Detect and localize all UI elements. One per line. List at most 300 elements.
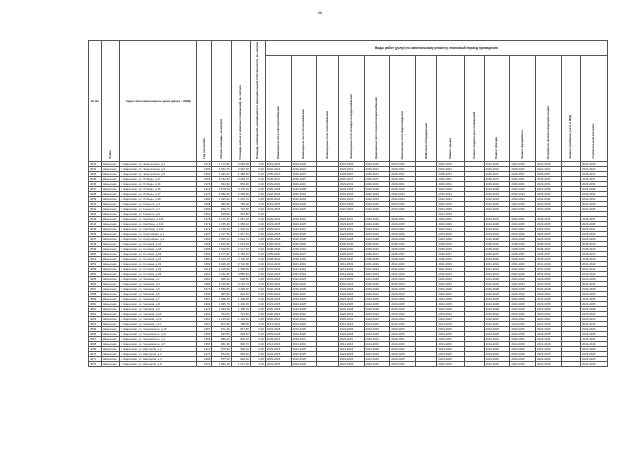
table-cell: 2026-2028 [338, 187, 364, 192]
table-cell: Шарыпово [101, 282, 119, 287]
table-cell: 2023-2025 [484, 347, 510, 352]
table-cell: 2032-2034 [536, 197, 562, 202]
table-cell: 2032-2034 [364, 192, 390, 197]
table-cell: 2023-2025 [437, 202, 465, 207]
table-cell: 2029-2031 [364, 337, 390, 342]
table-cell: 886,20 [212, 337, 231, 342]
table-cell: 507,80 [231, 212, 250, 217]
table-cell: 4635 [89, 177, 102, 182]
table-cell: Шарыпово [101, 362, 119, 367]
table-cell: 2 216,80 [212, 267, 231, 272]
table-cell: 2020-2022 [437, 312, 465, 317]
table-cell: г. Шарыпово, ул. Горького, д.7 [120, 207, 197, 212]
table-cell: 2035-2037 [536, 177, 562, 182]
table-cell: 4645 [89, 227, 102, 232]
table-cell: 1967 [197, 232, 212, 237]
table-cell: 2038-2040 [364, 247, 390, 252]
table-cell: 2041-2043 [338, 267, 364, 272]
table-cell: Шарыпово [101, 317, 119, 322]
table-cell: 0,00 [250, 202, 265, 207]
table-cell: 2023-2025 [364, 207, 390, 212]
table-cell: 4665 [89, 327, 102, 332]
table-cell: 2041-2043 [437, 267, 465, 272]
table-cell: 2038-2040 [338, 242, 364, 247]
table-cell: 2023-2025 [536, 302, 562, 307]
table-cell: 2023-2025 [536, 202, 562, 207]
table-cell: 2023-2025 [510, 222, 536, 227]
table-cell: 2026-2028 [364, 287, 390, 292]
table-cell: Шарыпово [101, 297, 119, 302]
table-cell: Шарыпово [101, 257, 119, 262]
table-cell: 4 311,80 [212, 272, 231, 277]
table-cell: 2041-2043 [364, 267, 390, 272]
table-cell: 3 665,60 [231, 162, 250, 167]
table-cell: 2029-2031 [437, 182, 465, 187]
table-cell: 2023-2025 [581, 222, 608, 227]
table-cell: 0,00 [250, 302, 265, 307]
table-cell: 946,40 [231, 352, 250, 357]
table-cell: 2035-2037 [364, 177, 390, 182]
table-cell: 1992 [197, 172, 212, 177]
table-cell: 2038-2040 [338, 257, 364, 262]
table-cell: 2032-2034 [291, 192, 317, 197]
table-cell: 2032-2034 [364, 282, 390, 287]
table-cell: 2023-2025 [484, 202, 510, 207]
table-cell: 2026-2028 [581, 307, 608, 312]
table-cell: 2038-2040 [265, 247, 291, 252]
table-cell: г. Шарыпово, ул. Черновского, д.3 [120, 337, 197, 342]
table-cell: 2023-2025 [291, 327, 317, 332]
table-cell: 2035-2037 [510, 252, 536, 257]
table-cell: 1 883,10 [212, 362, 231, 367]
table-cell: 2014-2016 [265, 342, 291, 347]
table-cell: 831,40 [231, 292, 250, 297]
table-cell: 2 217,40 [231, 247, 250, 252]
table-cell: г. Шарыпово, ул. Степная, д.22 [120, 262, 197, 267]
table-cell: 2023-2025 [364, 327, 390, 332]
table-cell: 1 185,30 [231, 307, 250, 312]
table-cell: 1972 [197, 347, 212, 352]
table-cell: 2035-2037 [265, 172, 291, 177]
table-cell: 2023-2025 [510, 202, 536, 207]
table-cell: 2023-2025 [338, 357, 364, 362]
table-cell: 2023-2025 [265, 222, 291, 227]
table-cell: 877,50 [212, 357, 231, 362]
table-cell: Шарыпово [101, 262, 119, 267]
table-cell: 2020-2022 [484, 292, 510, 297]
table-cell: 4633 [89, 167, 102, 172]
table-cell: 2038-2040 [581, 257, 608, 262]
table-cell: 4658 [89, 292, 102, 297]
table-cell: 1957 [197, 327, 212, 332]
table-cell: 1966 [197, 242, 212, 247]
table-cell: 2041-2043 [510, 262, 536, 267]
table-cell: г. Шарыпово, пр. Энергетиков, д.3 [120, 167, 197, 172]
table-cell: Шарыпово [101, 267, 119, 272]
table-cell: 4670 [89, 352, 102, 357]
table-cell: 4669 [89, 347, 102, 352]
table-cell: 2023-2025 [510, 297, 536, 302]
table-cell: 4666 [89, 332, 102, 337]
table-cell: 871,80 [212, 322, 231, 327]
table-cell: 2 948,90 [231, 192, 250, 197]
table-cell: 4637 [89, 187, 102, 192]
table-cell: 2023-2025 [265, 332, 291, 337]
table-cell: 2029-2031 [510, 217, 536, 222]
table-cell: 2023-2025 [581, 332, 608, 337]
table-cell: 2023-2025 [265, 202, 291, 207]
table-cell: 2029-2031 [484, 182, 510, 187]
table-cell: 2023-2025 [484, 222, 510, 227]
table-cell: 2014-2016 [536, 322, 562, 327]
table-cell: 788,90 [231, 322, 250, 327]
table-cell: 0,00 [250, 207, 265, 212]
table-cell: 2041-2043 [437, 272, 465, 277]
table-cell: 2038-2040 [536, 242, 562, 247]
table-cell: 2026-2028 [484, 187, 510, 192]
table-cell: 0,00 [250, 267, 265, 272]
table-cell: 2029-2031 [390, 227, 416, 232]
table-cell: 830,10 [231, 337, 250, 342]
table-cell: 2002 [197, 177, 212, 182]
table-cell: 2029-2031 [291, 337, 317, 342]
table-cell: 0,00 [250, 167, 265, 172]
table-cell: 4653 [89, 267, 102, 272]
table-cell: 4632 [89, 162, 102, 167]
table-cell: 1969 [197, 252, 212, 257]
table-cell: 2020-2022 [484, 167, 510, 172]
table-cell: 852,40 [231, 182, 250, 187]
table-cell: 2017-2019 [437, 212, 465, 217]
table-cell: 2023-2025 [536, 297, 562, 302]
table-cell: 2035-2037 [390, 177, 416, 182]
table-cell: 2026-2028 [510, 287, 536, 292]
table-cell: Шарыпово [101, 172, 119, 177]
table-cell: 602,70 [231, 342, 250, 347]
table-cell: 2023-2025 [437, 357, 465, 362]
table-cell: 2014-2016 [291, 342, 317, 347]
table-cell: 2029-2031 [364, 217, 390, 222]
table-cell: 2026-2028 [536, 307, 562, 312]
table-cell: 2023-2025 [510, 277, 536, 282]
header-heat: Инженерные сети теплоснабжения [291, 55, 317, 161]
table-cell: 2020-2022 [265, 167, 291, 172]
table-cell: 2029-2031 [581, 182, 608, 187]
table-cell: 1980 [197, 257, 212, 262]
table-cell: 0,00 [250, 327, 265, 332]
table-cell: Шарыпово [101, 337, 119, 342]
table-cell: 2014-2016 [265, 322, 291, 327]
table-cell: 0,00 [250, 362, 265, 367]
table-cell: Шарыпово [101, 302, 119, 307]
table-cell: г. Шарыпово, пр. Победы, д.49 [120, 197, 197, 202]
table-cell: 2035-2037 [510, 172, 536, 177]
table-cell: 2023-2025 [265, 357, 291, 362]
table-cell: 2032-2034 [484, 282, 510, 287]
table-cell: 2035-2037 [484, 177, 510, 182]
table-cell: 2020-2022 [338, 292, 364, 297]
table-cell: 1958 [197, 202, 212, 207]
table-cell: 0,00 [250, 177, 265, 182]
table-cell: 0,00 [250, 227, 265, 232]
table-cell: 838,50 [231, 277, 250, 282]
table-cell: 4672 [89, 362, 102, 367]
table-cell: 2038-2040 [265, 242, 291, 247]
table-cell: 2026-2028 [291, 237, 317, 242]
header-facade: Ремонт фасада [484, 55, 510, 161]
table-cell: Шарыпово [101, 232, 119, 237]
table-cell: 2026-2028 [364, 237, 390, 242]
table-cell: 2020-2022 [437, 317, 465, 322]
table-cell: 2014-2016 [437, 322, 465, 327]
table-cell: 2020-2022 [265, 292, 291, 297]
table-cell: 2026-2028 [291, 187, 317, 192]
table-cell: 2 117,50 [212, 232, 231, 237]
table-cell: 2023-2025 [510, 362, 536, 367]
table-cell: 1960 [197, 207, 212, 212]
table-cell: 2032-2034 [265, 282, 291, 287]
table-cell: 759,30 [231, 202, 250, 207]
table-cell: 4634 [89, 172, 102, 177]
table-cell: 2038-2040 [364, 242, 390, 247]
table-cell: 2041-2043 [390, 272, 416, 277]
table-cell: 2029-2031 [581, 217, 608, 222]
table-cell: 2038-2040 [390, 247, 416, 252]
table-cell: 1969 [197, 302, 212, 307]
table-cell: 4647 [89, 237, 102, 242]
table-cell: 2041-2043 [437, 262, 465, 267]
table-cell: 2038-2040 [265, 257, 291, 262]
table-cell: 2014-2016 [291, 322, 317, 327]
table-cell: 2020-2022 [364, 292, 390, 297]
table-cell: 0,00 [250, 342, 265, 347]
table-cell [561, 362, 580, 367]
table-cell: 2023-2025 [510, 357, 536, 362]
table-cell: 2035-2037 [265, 252, 291, 257]
table-cell: 2032-2034 [581, 197, 608, 202]
table-cell: г. Шарыпово, ул. Спортивная, д.3 [120, 237, 197, 242]
table-cell: Шарыпово [101, 342, 119, 347]
table-cell: 2023-2025 [338, 297, 364, 302]
table-cell: 2023-2025 [364, 222, 390, 227]
table-cell: 2023-2025 [510, 207, 536, 212]
table-cell: 2029-2031 [510, 227, 536, 232]
table-cell: 2032-2034 [390, 197, 416, 202]
table-cell: 2023-2025 [581, 327, 608, 332]
table-cell: 0,00 [250, 182, 265, 187]
table-cell: 1973 [197, 352, 212, 357]
table-cell: 1964 [197, 237, 212, 242]
table-cell: 2035-2037 [437, 177, 465, 182]
page-number: 46 [317, 10, 323, 15]
table-cell: г. Шарыпово, ул. Спортивная, д.1 [120, 232, 197, 237]
header-electro: Инженерные сети электроснабжения [265, 55, 291, 161]
table-cell: 2038-2040 [291, 247, 317, 252]
table-cell: 1 196,90 [231, 297, 250, 302]
table-cell: 1973 [197, 287, 212, 292]
table-cell: г. Шарыпово, пр. Победы, д.31 [120, 182, 197, 187]
table-cell: 2023-2025 [291, 162, 317, 167]
table-cell: 2029-2031 [484, 217, 510, 222]
table-cell: 0,00 [250, 297, 265, 302]
table-cell: 2029-2031 [390, 337, 416, 342]
table-cell: 2023-2025 [265, 207, 291, 212]
table-cell: г. Шарыпово, ул. Шахтеров, д.4 [120, 357, 197, 362]
table-cell: г. Шарыпово, ул. Степная, д.21 [120, 257, 197, 262]
table-cell: 2020-2022 [291, 167, 317, 172]
table-cell: 0,00 [250, 312, 265, 317]
table-cell: г. Шарыпово, ул. Чапаева, д.1 [120, 277, 197, 282]
table-cell: 2014-2016 [484, 322, 510, 327]
table-cell: 2 520,50 [212, 247, 231, 252]
table-cell: 2026-2028 [581, 287, 608, 292]
table-cell: 0,00 [250, 187, 265, 192]
table-cell: 4642 [89, 212, 102, 217]
table-cell: 2020-2022 [364, 317, 390, 322]
table-cell: 0,00 [250, 242, 265, 247]
table-cell: 0,00 [250, 197, 265, 202]
table-cell: 2023-2025 [364, 332, 390, 337]
table-cell: 4662 [89, 312, 102, 317]
table-cell: 1 202,30 [231, 302, 250, 307]
table-cell: 2014-2016 [510, 322, 536, 327]
table-cell: г. Шарыпово, ул. Чапаева, д.7 [120, 297, 197, 302]
table-cell: 1957 [197, 322, 212, 327]
table-cell: 2038-2040 [437, 257, 465, 262]
table-cell: г. Шарыпово, ул. Чапаева, д.3 [120, 282, 197, 287]
table-cell: 2023-2025 [484, 277, 510, 282]
table-cell: Шарыпово [101, 212, 119, 217]
table-cell: 2023-2025 [484, 362, 510, 367]
table-cell: 4657 [89, 287, 102, 292]
table-cell: 2023-2025 [364, 277, 390, 282]
table-cell: 2023-2025 [437, 332, 465, 337]
table-cell: 4664 [89, 322, 102, 327]
table-cell: 2041-2043 [581, 272, 608, 277]
table-cell: 2032-2034 [510, 282, 536, 287]
table-cell: г. Шарыпово, пр. Победы, д.37 [120, 192, 197, 197]
table-cell: 0,00 [250, 192, 265, 197]
table-cell: 2026-2028 [437, 187, 465, 192]
table-cell: 1 293,00 [212, 197, 231, 202]
table-cell: 1 104,60 [231, 317, 250, 322]
table-cell: 3 419,80 [212, 282, 231, 287]
table-cell: 2023-2025 [338, 302, 364, 307]
table-cell: 2038-2040 [510, 242, 536, 247]
table-cell: г. Шарыпово, ул. Шахтеров, д.2 [120, 347, 197, 352]
table-cell: 1968 [197, 357, 212, 362]
table-cell: 2023-2025 [536, 362, 562, 367]
table-cell: 2032-2034 [510, 192, 536, 197]
table-cell: 2029-2031 [291, 227, 317, 232]
table-cell: 2023-2025 [484, 162, 510, 167]
table-cell: 2020-2022 [390, 167, 416, 172]
table-cell: 2029-2031 [265, 337, 291, 342]
table-cell: 3 580,90 [212, 192, 231, 197]
table-cell: 2023-2025 [510, 162, 536, 167]
table-cell: Шарыпово [101, 202, 119, 207]
table-cell: г. Шарыпово, ул. Свободы, д.131 [120, 222, 197, 227]
table-cell: 2023-2025 [390, 207, 416, 212]
table-cell: 2020-2022 [536, 292, 562, 297]
table-cell: 2029-2031 [484, 227, 510, 232]
table-cell: 1 461,60 [212, 172, 231, 177]
table-cell: 2023-2025 [437, 277, 465, 282]
table-cell: 2035-2037 [581, 252, 608, 257]
table-cell: 2023-2025 [338, 347, 364, 352]
table-cell: 2038-2040 [484, 257, 510, 262]
table-cell: 2023-2025 [536, 277, 562, 282]
table-cell: 2023-2025 [510, 232, 536, 237]
table-cell: 1 938,80 [231, 267, 250, 272]
table-cell: 2023-2025 [437, 302, 465, 307]
table-cell: 721,60 [231, 312, 250, 317]
table-cell: 2035-2037 [364, 252, 390, 257]
table-cell: 4652 [89, 262, 102, 267]
table-cell: 2029-2031 [338, 217, 364, 222]
table-cell: 2023-2025 [510, 332, 536, 337]
table-cell: 1982 [197, 262, 212, 267]
header-sewer: Инженерные сети водоотведения [390, 55, 416, 161]
table-cell: 1990 [197, 167, 212, 172]
table-cell: Шарыпово [101, 247, 119, 252]
table-cell: 2038-2040 [338, 247, 364, 252]
table-cell: 548,90 [212, 212, 231, 217]
table-cell: Шарыпово [101, 352, 119, 357]
table-cell: 0,00 [250, 232, 265, 237]
table-cell: 2 732,00 [231, 257, 250, 262]
table-cell: 2035-2037 [437, 252, 465, 257]
table-cell: 2020-2022 [581, 317, 608, 322]
table-cell: 2035-2037 [390, 172, 416, 177]
table-cell: 2026-2028 [536, 187, 562, 192]
table-cell: 2023-2025 [581, 297, 608, 302]
table-cell: Шарыпово [101, 287, 119, 292]
table-cell: 2026-2028 [291, 307, 317, 312]
table-cell: 1978 [197, 217, 212, 222]
table-cell: 2038-2040 [510, 257, 536, 262]
table-cell: Шарыпово [101, 162, 119, 167]
table-cell: 2026-2028 [265, 287, 291, 292]
table-cell: 0,00 [250, 332, 265, 337]
table-cell: 2029-2031 [581, 337, 608, 342]
table-cell: 2041-2043 [364, 272, 390, 277]
table-cell: 2023-2025 [265, 352, 291, 357]
table-cell: 2035-2037 [390, 252, 416, 257]
table-cell: г. Шарыпово, ул. Степная, д.16 [120, 242, 197, 247]
table-cell: 2038-2040 [510, 247, 536, 252]
table-cell [465, 362, 484, 367]
table-cell: 2023-2025 [390, 347, 416, 352]
table-cell: 1 363,30 [212, 307, 231, 312]
table-cell: 2023-2025 [581, 357, 608, 362]
table-cell: 2023-2025 [390, 327, 416, 332]
table-cell: 2026-2028 [265, 187, 291, 192]
table-cell: 0,00 [250, 337, 265, 342]
table-cell: 2029-2031 [364, 227, 390, 232]
header-area-municipal: Площадь помещений, находящихся в муниципальной собственности, кв. метров [250, 41, 265, 162]
table-cell: Шарыпово [101, 192, 119, 197]
table-cell: 2014-2016 [484, 342, 510, 347]
table-cell: 0,00 [250, 357, 265, 362]
table-cell: 4660 [89, 302, 102, 307]
table-cell: 2032-2034 [338, 197, 364, 202]
table-cell: Шарыпово [101, 332, 119, 337]
table-cell: 2023-2025 [536, 357, 562, 362]
table-cell: Шарыпово [101, 292, 119, 297]
table-cell: Шарыпово [101, 322, 119, 327]
table-cell: 2020-2022 [364, 167, 390, 172]
